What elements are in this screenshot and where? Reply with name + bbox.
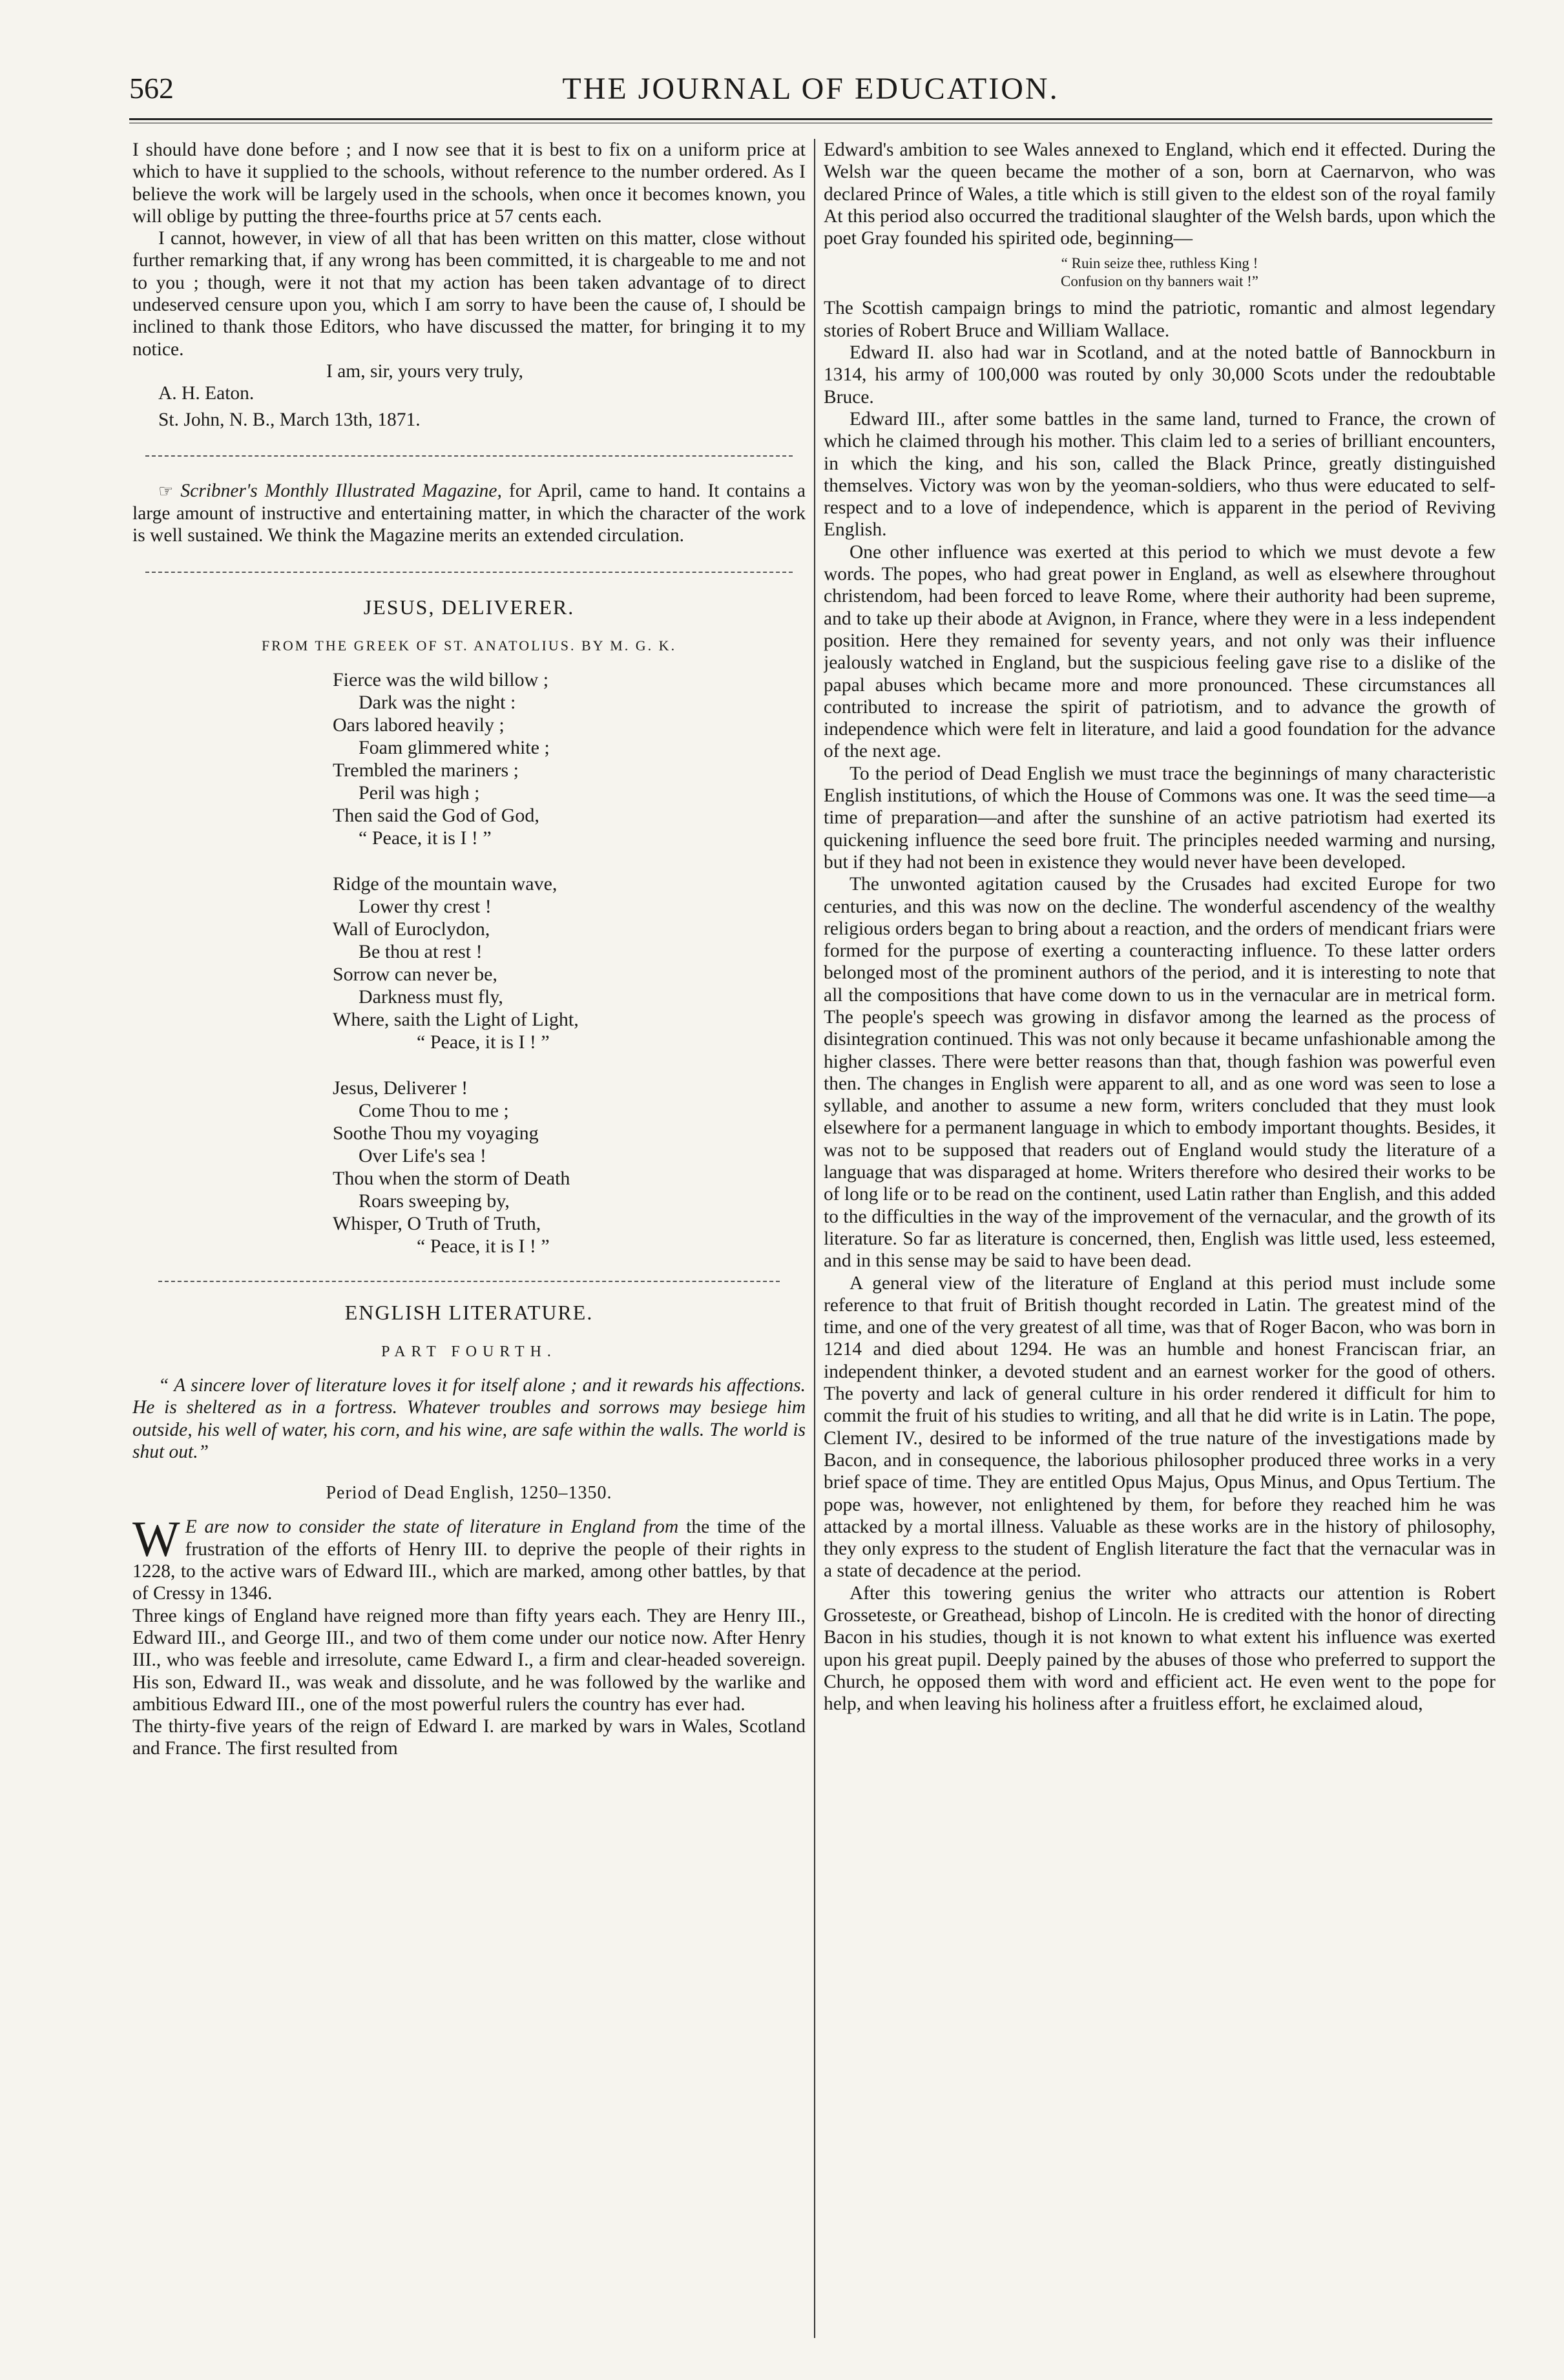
section-separator [145, 572, 793, 573]
poem-line: Over Life's sea ! [359, 1145, 486, 1167]
page-number: 562 [129, 72, 174, 105]
letter-place-date: St. John, N. B., March 13th, 1871. [158, 409, 421, 430]
left-column [132, 139, 806, 2348]
magazine-notice-text: for April, came to hand. It contains a large amount of instructive and entertaining matter, in which the character of the work is well sustained. We think the Magazine merits an extended circulation. [132, 480, 806, 546]
article-paragraph: The Scottish campaign brings to mind the patriotic, romantic and almost legendary stories of Robert Bruce and William Wallace. [824, 298, 1496, 341]
period-heading: Period of Dead English, 1250–1350. [326, 1483, 612, 1504]
poem-line: “ Peace, it is I ! ” [417, 1031, 550, 1053]
article-paragraph: Edward III., after some battles in the same land, turned to France, the crown of which he claimed through his mother. This claim led to a series of brilliant encounters, in which the king, and his son, called the Black Prince, greatly distinguished themselves. Victory was won by the yeoman-soldiers, who thus were educated to self-respect and to a love of independence, which is apparent in the period of Reviving English. [824, 408, 1496, 541]
article-paragraph: A general view of the literature of England at this period must include some reference to that fruit of British thought recorded in Latin. The greatest mind of the time, and one of the very greatest of all time, was that of Roger Bacon, who was born in 1214 and died about 1294. He was an humble and honest Franciscan friar, an independent thinker, a devoted student and an earnest worker for the good of others. The poverty and lack of general culture in his order rendered it difficult for him to commit the fruit of his studies to writing, and all that he did write is in Latin. The pope, Clement IV., desired to be informed of the true nature of the investigations made by Bacon, and in consequence, the laborious philosopher produced three works in a very brief space of time. They are entitled Opus Majus, Opus Minus, and Opus Tertium. The pope was, however, not enlightened by them, for before they reached him he was attacked by a mortal illness. Valuable as these works are in the history of philosophy, they only express to the student of English literature the fact that the vernacular was in a state of decadence at the period. [824, 1272, 1496, 1582]
poem-line: Peril was high ; [359, 782, 480, 804]
poem [132, 596, 806, 1258]
poem-line: Sorrow can never be, [333, 964, 497, 986]
poem-line: Soothe Thou my voyaging [333, 1123, 539, 1144]
poem-line: Thou when the storm of Death [333, 1168, 570, 1190]
article-paragraph: Three kings of England have reigned more than fifty years each. They are Henry III., Edward III., and George III., and two of them come under our notice now. After Henry III., who was feeble and irresolute, came Edward I., a firm and clear-headed sovereign. His son, Edward II., was weak and dissolute, and he was followed by the warlike and ambitious Edward III., one of the most powerful rulers the country has ever had. [132, 1605, 806, 1715]
poem-line: Ridge of the mountain wave, [333, 873, 558, 895]
letter-paragraph: I should have done before ; and I now see that it is best to fix on a uniform price at which to have it supplied to the schools, without reference to the number ordered. As I believe the work will be largely used in the schools, when once it becomes known, you will oblige by putting the three-fourths price at 57 cents each. [132, 140, 806, 227]
poem-line: “ Peace, it is I ! ” [359, 827, 492, 849]
article-paragraph: The unwonted agitation caused by the Crusades had excited Europe for two centuries, and this was now on the decline. The wonderful ascendency of the wealthy religious orders began to bring about a reaction, and the orders of mendicant friars were formed for the purpose of exerting a counteracting influence. To these latter orders belonged most of the prominent authors of the period, and it is interesting to note that all the compositions that have come down to us in the vernacular are in metrical form. The people's speech was growing in disfavor among the learned as the process of disintegration continued. This was not only because it became unfashionable among the higher classes. There were better reasons than that, though fashion was powerful even then. The changes in English were apparent to all, and as one word was seen to lose a syllable, and another to assume a new form, writers concluded that they must look elsewhere for a permanent language in which to embody important thoughts. Besides, it was not to be supposed that readers out of England would study the literature of a language that was disparaged at home. Writers therefore who desired their works to be of long life or to be read on the continent, used Latin rather than English, and this added to the difficulties in the way of the improvement of the vernacular, and the growth of its literature. So far as literature is concerned, then, English was little used, less esteemed, and in this sense may be said to have been dead. [824, 874, 1496, 1272]
poem-line: Oars labored heavily ; [333, 714, 505, 736]
poem-line: Foam glimmered white ; [359, 737, 550, 759]
pointing-hand-icon: ☞ [158, 481, 174, 501]
magazine-title: Scribner's Monthly Illustrated Magazine, [180, 480, 502, 501]
journal-title: THE JOURNAL OF EDUCATION. [562, 72, 1059, 106]
poem-line: “ Peace, it is I ! ” [417, 1236, 550, 1257]
article-paragraph: To the period of Dead English we must trace the beginnings of many characteristic English institutions, of which the House of Commons was one. It was the seed time—a time of preparation—and after the sunshine of an active patriotism had exerted its quickening influence the seed bore fruit. The principles needed warming and nursing, but if they had not been in existence they would never have been developed. [824, 763, 1496, 873]
poem-stanza [333, 1077, 806, 1257]
letter-closing: I am, sir, yours very truly, [326, 360, 523, 382]
poem-line: Be thou at rest ! [359, 941, 483, 963]
poem-line: Whisper, O Truth of Truth, [333, 1213, 541, 1235]
article-paragraph: After this towering genius the writer who attracts our attention is Robert Grosseteste, or Greathead, bishop of Lincoln. He is credited with the honor of directing Bacon in his studies, though it is not known to what extent his influence was exerted upon his great pupil. Deeply pained by the abuses of those who preferred to support the Church, he opposed them with word and efficient act. He even went to the pope for help, and when leaving his holiness after a fruitless effort, he exclaimed aloud, [824, 1582, 1496, 1715]
article-paragraph [132, 1511, 806, 1604]
magazine-notice [132, 480, 806, 547]
poem-stanza [333, 668, 806, 849]
poem-line: Dark was the night : [359, 692, 516, 714]
article-paragraph: The thirty-five years of the reign of Edward I. are marked by wars in Wales, Scotland and France. The first resulted from [132, 1716, 806, 1759]
letter [132, 139, 806, 431]
poem-title: JESUS, DELIVERER. [363, 595, 575, 619]
poem-line: Lower thy crest ! [359, 896, 492, 918]
article-epigraph: “ A sincere lover of literature loves it for itself alone ; and it rewards his affections. He is sheltered as in a fortress. Whatever troubles and sorrows may besiege him outside, his well of water, his corn, and his wine, are safe within the walls. The world is shut out.” [132, 1374, 806, 1462]
article-lead: E are now to consider the state of literature in England from [185, 1516, 679, 1538]
running-head [129, 71, 1492, 116]
section-separator [158, 1281, 780, 1282]
poem-body [333, 668, 806, 1257]
poem-line: Come Thou to me ; [359, 1100, 509, 1122]
right-column [824, 139, 1496, 2348]
drop-cap: W [132, 1511, 180, 1568]
poem-line: Then said the God of God, [333, 805, 539, 827]
article-english-literature [132, 1301, 806, 1759]
article-paragraph: Edward II. also had war in Scotland, and at the noted battle of Bannockburn in 1314, his army of 100,000 was routed by only 30,000 Scots under the redoubtable Bruce. [824, 342, 1496, 408]
poem-line: Roars sweeping by, [359, 1190, 510, 1212]
header-rule [129, 118, 1492, 123]
letter-paragraph: I cannot, however, in view of all that has been written on this matter, close without further remarking that, if any wrong has been committed, it is chargeable to me and not to you ; though, were it not that my action has been taken advantage of to direct undeserved censure upon you, which I am sorry to have been the cause of, I should be inclined to thank those Editors, who have discussed the matter, for bringing it to my notice. [132, 228, 806, 360]
poem-line: Darkness must fly, [359, 986, 503, 1008]
poem-line: Fierce was the wild billow ; [333, 669, 549, 691]
article-part: PART FOURTH. [381, 1343, 557, 1360]
poem-line: Jesus, Deliverer ! [333, 1077, 468, 1099]
poem-stanza [333, 873, 806, 1053]
section-separator [145, 455, 793, 457]
poem-line: Trembled the mariners ; [333, 760, 519, 781]
article-paragraph: Edward's ambition to see Wales annexed to England, which end it effected. During the Welsh war the queen became the mother of a son, born at Caernarvon, who was declared Prince of Wales, a title which is still given to the eldest son of the royal family At this period also occurred the traditional slaughter of the Welsh bards, upon which the poet Gray founded his spirited ode, beginning— [824, 140, 1496, 249]
quote-line: Confusion on thy banners wait !” [1061, 273, 1258, 290]
poem-byline: FROM THE GREEK OF ST. ANATOLIUS. BY M. G. K. [261, 637, 677, 654]
article-title: ENGLISH LITERATURE. [344, 1301, 594, 1325]
column-divider [814, 139, 815, 2338]
poem-line: Where, saith the Light of Light, [333, 1009, 579, 1031]
quote-line: “ Ruin seize thee, ruthless King ! [1061, 255, 1258, 272]
gray-quote [824, 254, 1496, 291]
letter-signature: A. H. Eaton. [158, 383, 255, 404]
poem-line: Wall of Euroclydon, [333, 918, 490, 940]
article-paragraph: One other influence was exerted at this period to which we must devote a few words. The popes, who had great power in England, as well as elsewhere throughout christendom, had been forced to leave Rome, where their authority had been supreme, and to take up their abode at Avignon, in France, where they were in a less independent position. Here they remained for seventy years, and not only was their influence jealously watched in England, but the suspicious feeling gave rise to a dislike of the papal abuses which became more and more pronounced. These circumstances all contributed to increase the spirit of patriotism, and to advance the growth of independence which were felt in literature, and laid a good foundation for the advance of the next age. [824, 541, 1496, 762]
article-paragraph-rest: the time of the frustration of the efforts of Henry III. to deprive the people of their rights in 1228, to the active wars of Edward III., which are marked, among other battles, by that of Cressy in 1346. [132, 1516, 806, 1604]
